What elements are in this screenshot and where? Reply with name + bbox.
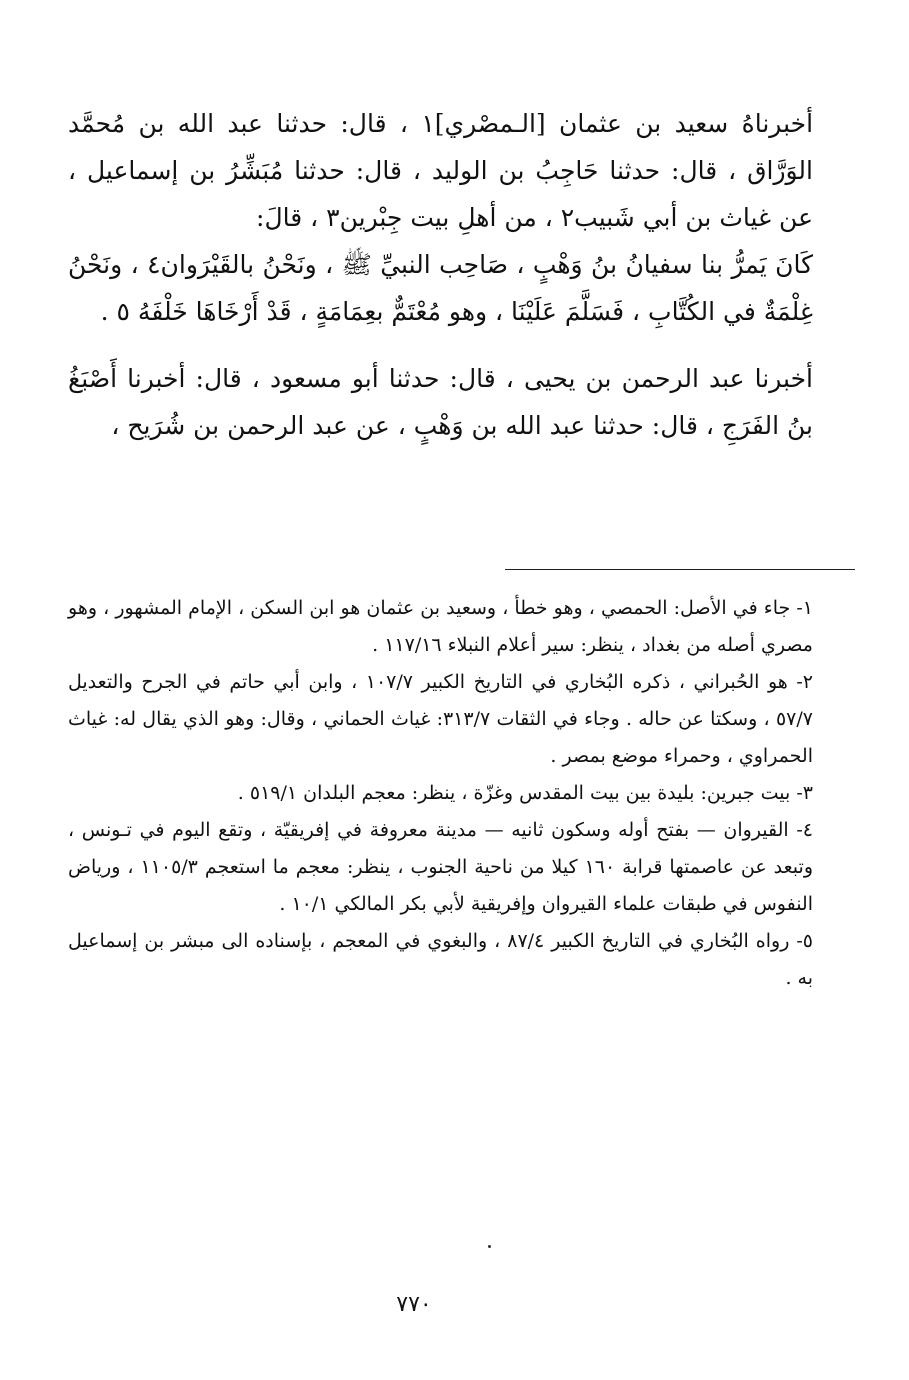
footnote-2: ٢- هو الحُبراني ، ذكره البُخاري في التاريخ الكبير ١٠٧/٧ ، وابن أبي حاتم في الجرح والتعديل ٥٧/٧ ، وسكتا عن حاله . وجاء في الثقات ٣١٣/٧: غياث الحماني ، وقال: وهو الذي يقال له: غياث الحمراوي ، وحمراء موضع بمصر . bbox=[68, 671, 813, 767]
print-speck bbox=[488, 1245, 491, 1248]
main-text-body bbox=[68, 100, 813, 449]
footnote-1: ١- جاء في الأصل: الحمصي ، وهو خطأ ، وسعيد بن عثمان هو ابن السكن ، الإمام المشهور ، وهو مصري أصله من بغداد ، ينظر: سير أعلام النبلاء ١١٧/١٦ . bbox=[68, 597, 813, 656]
paragraph-gap bbox=[68, 335, 813, 355]
page-number: ٧٧٠ bbox=[396, 1292, 432, 1317]
footnotes-section bbox=[68, 590, 813, 997]
paragraph-2: كَانَ يَمرُّ بنا سفيانُ بنُ وَهْبٍ ، صَاحِب النبيِّ ﷺ ، ونَحْنُ بالقَيْرَوان٤ ، ونَحْنُ غِلْمَةٌ في الكُتَّابِ ، فَسَلَّمَ عَلَيْنَا ، وهو مُعْتَمٌّ بعِمَامَةٍ ، قَدْ أَرْخَاهَا خَلْفَهُ ٥ . bbox=[68, 250, 813, 326]
paragraph-3: أخبرنا عبد الرحمن بن يحيى ، قال: حدثنا أبو مسعود ، قال: أخبرنا أَصْبَغُ بنُ الفَرَجِ ، قال: حدثنا عبد الله بن وَهْبٍ ، عن عبد الرحمن بن شُرَيح ، bbox=[68, 364, 813, 440]
footnote-3: ٣- بيت جبرين: بليدة بين بيت المقدس وغزّة ، ينظر: معجم البلدان ٥١٩/١ . bbox=[237, 782, 813, 804]
footnote-divider bbox=[505, 569, 855, 570]
paragraph-1: أخبرناهُ سعيد بن عثمان [الـمصْري]١ ، قال: حدثنا عبد الله بن مُحمَّد الوَرَّاق ، قال: حدثنا حَاجِبُ بن الوليد ، قال: حدثنا مُبَشِّرُ بن إسماعيل ، عن غياث بن أبي شَبيب٢ ، من أهلِ بيت جِبْرين٣ ، قالَ: bbox=[68, 109, 814, 232]
footnote-5: ٥- رواه البُخاري في التاريخ الكبير ٨٧/٤ ، والبغوي في المعجم ، بإسناده الى مبشر بن إسماعيل به . bbox=[68, 930, 813, 989]
footnote-4: ٤- القيروان — بفتح أوله وسكون ثانيه — مدينة معروفة في إفريقيّة ، وتقع اليوم في تـونس ، وتبعد عن عاصمتها قرابة ١٦٠ كيلا من ناحية الجنوب ، ينظر: معجم ما استعجم ١١٠٥/٣ ، ورياض النفوس في طبقات علماء القيروان وإفريقية لأبي بكر المالكي ١٠/١ . bbox=[68, 819, 814, 915]
